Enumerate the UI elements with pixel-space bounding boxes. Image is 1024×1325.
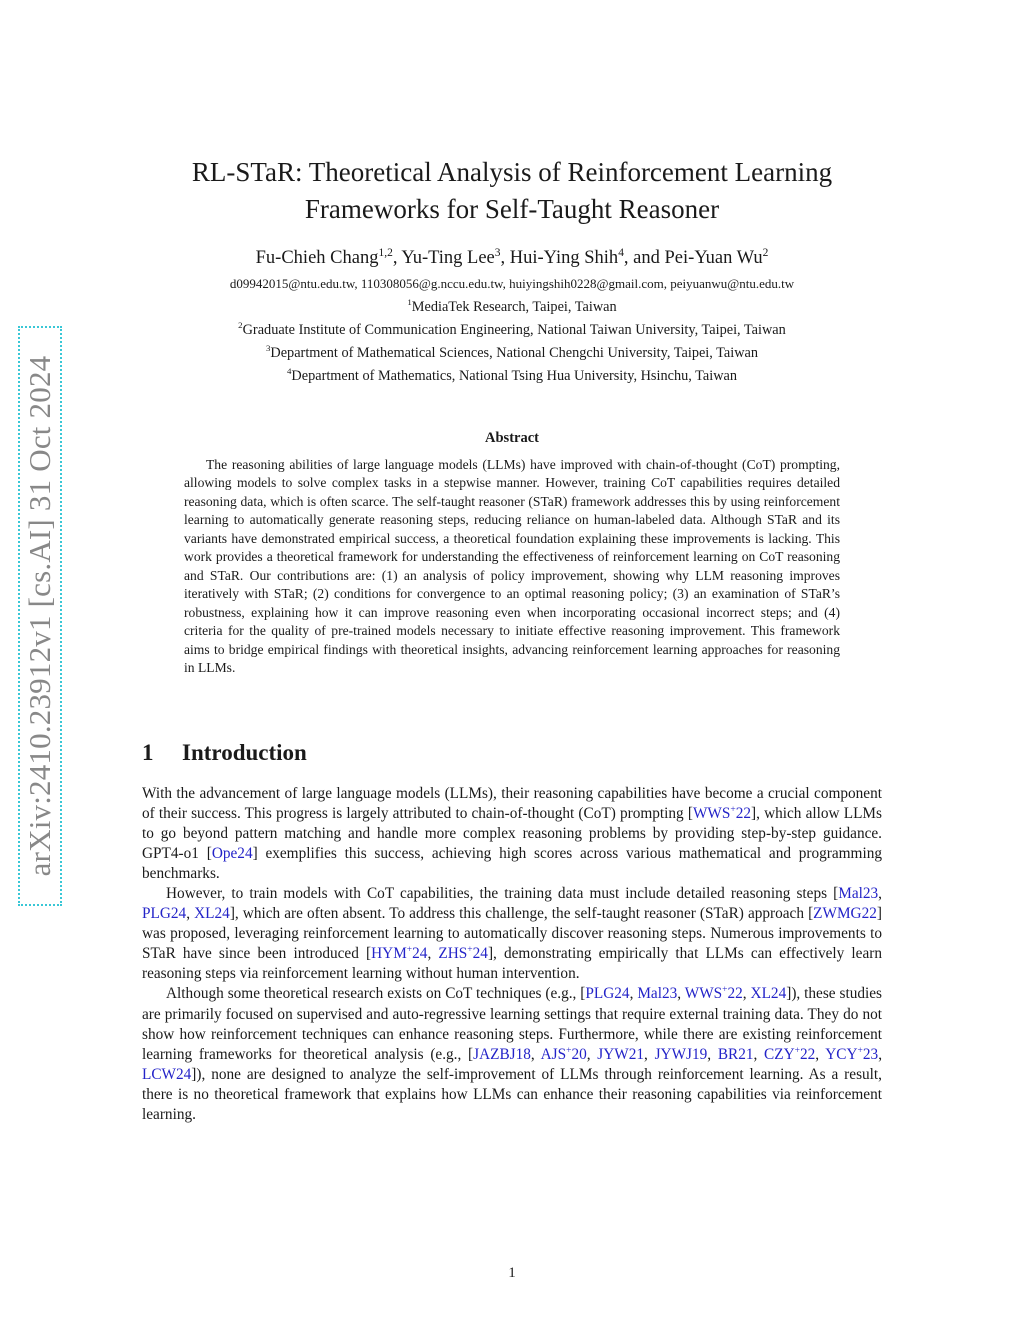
author-name: Fu-Chieh Chang	[255, 248, 379, 268]
citation-link[interactable]: YCY	[825, 1045, 858, 1063]
paragraph-text: ]), none are designed to analyze the self-improvement of LLMs through reinforcement learning. As a result, there is no theoretical framework that explains how LLMs can enhance their reasoning capabilities via reinforcement learning.	[142, 1065, 882, 1123]
paragraph-text: ,	[644, 1045, 655, 1063]
citation-link[interactable]: 22	[800, 1045, 816, 1063]
citation-link[interactable]: 22	[735, 805, 751, 823]
paragraph	[142, 884, 882, 984]
paragraph-text: ,	[629, 985, 638, 1003]
author-affiliation-mark: 2	[762, 246, 769, 259]
abstract-heading: Abstract	[485, 430, 539, 446]
title-line-2: Frameworks for Self-Taught Reasoner	[304, 194, 720, 224]
paragraph-text: ], which allow LLMs to go beyond pattern matching and handle more complex reasoning problems by providing step-by-step guidance. GPT4-o1	[142, 805, 882, 863]
citation-link[interactable]: +	[730, 804, 736, 815]
paragraph-text: ]), these studies are primarily focused on supervised and auto-regressive learning settings that require external training data. They do not show how reinforcement techniques can enhance reasoning steps. Furthermore, while there are existing reinforcement learning frameworks for theoretical analysis (e.g., [	[142, 985, 882, 1063]
author-affiliation-mark: 4	[618, 246, 624, 259]
paper-title	[140, 154, 884, 228]
author-emails: d09942015@ntu.edu.tw, 110308056@g.nccu.edu.tw, huiyingshih0228@gmail.com, peiyuanwu@ntu.edu.tw	[229, 276, 795, 291]
paragraph-text: ,	[677, 985, 685, 1003]
author-affiliation-mark: 1,2	[378, 246, 393, 259]
affiliation-3: $^3$Department of Mathematical Sciences, National Chengchi University, Taipei, Taiwan	[265, 343, 759, 361]
paragraph-text: ,	[186, 905, 195, 923]
paragraph-text: ] was proposed, leveraging reinforcement learning to automatically discover reasoning steps. Numerous improvements to STaR have since been introduced [	[142, 905, 883, 963]
citation-link[interactable]: +	[794, 1045, 800, 1056]
author-name: Hui-Ying Shih	[509, 248, 619, 268]
section-number: 1	[142, 740, 154, 765]
paragraph-text: ,	[815, 1045, 826, 1063]
paragraph	[142, 784, 882, 884]
section-heading	[142, 740, 307, 766]
citation-link[interactable]: Ope24	[211, 845, 253, 863]
citation-link[interactable]: ZHS	[438, 945, 468, 963]
introduction-body	[142, 784, 882, 1125]
author-separator: ,	[392, 248, 402, 268]
citation-link[interactable]: +	[566, 1045, 572, 1056]
citation-link[interactable]: BR21	[717, 1045, 754, 1063]
paragraph-text: ,	[878, 1045, 883, 1063]
citation-link[interactable]: JYWJ19	[654, 1045, 708, 1063]
citation-link[interactable]: PLG24	[585, 985, 630, 1003]
title-line-1: RL-STaR: Theoretical Analysis of Reinforcement Learning	[191, 157, 833, 187]
citation-link[interactable]: PLG24	[142, 905, 187, 923]
affiliation-4: $^4$Department of Mathematics, National Tsing Hua University, Hsinchu, Taiwan	[286, 366, 738, 384]
paragraph-text: [	[687, 805, 693, 823]
citation-link[interactable]: JYW21	[597, 1045, 645, 1063]
page-number: 1	[508, 1265, 516, 1281]
abstract-text: The reasoning abilities of large language models (LLMs) have improved with chain-of-thought (CoT) prompting, allowing models to solve complex tasks in a stepwise manner. However, training CoT capabilities requires detailed reasoning data, which is often scarce. The self-taught reasoner (STaR) framework addresses this by using reinforcement learning to automatically generate reasoning steps, reducing reliance on human-labeled data. Although STaR and its variants have demonstrated empirical success, a theoretical foundation explaining these improvements is lacking. This work provides a theoretical framework for understanding the effectiveness of reinforcement learning on CoT reasoning and STaR. Our contributions are: (1) an analysis of policy improvement, showing why LLM reasoning improves iteratively with STaR; (2) conditions for convergence to an optimal reasoning policy; (3) an examination of STaR’s robustness, explaining how it can improve reasoning even when incorporating occasional incorrect steps; and (4) criteria for the quality of pre-trained models necessary to initiate effective reasoning improvement. This framework aims to bridge empirical findings with theoretical insights, advancing reinforcement learning approaches for reasoning in LLMs.	[184, 457, 840, 675]
citation-link[interactable]: 22	[727, 985, 743, 1003]
citation-link[interactable]: AJS	[540, 1045, 567, 1063]
citation-link[interactable]: +	[406, 945, 413, 956]
paragraph-text: Although some theoretical research exists on CoT techniques (e.g., [	[166, 985, 586, 1003]
author-name: Pei-Yuan Wu	[664, 248, 763, 268]
citation-link[interactable]: 24	[472, 945, 488, 963]
citation-link[interactable]: XL24	[194, 905, 230, 923]
citation-link[interactable]: WWS	[684, 985, 723, 1003]
citation-link[interactable]: 24	[412, 945, 428, 963]
citation-link[interactable]: CZY	[764, 1045, 795, 1063]
affiliation-2: $^2$Graduate Institute of Communication Engineering, National Taiwan University, Taipei, Taiwan	[238, 320, 786, 338]
citation-link[interactable]: WWS	[692, 805, 731, 823]
paragraph-text: ] exemplifies this success, achieving high scores across various mathematical and programming benchmarks.	[142, 845, 883, 883]
paragraph-text: However, to train models with CoT capabilities, the training data must include detailed reasoning steps [	[166, 885, 839, 903]
paragraph-text: ,	[878, 885, 882, 903]
citation-link[interactable]: LCW24	[142, 1065, 192, 1083]
paragraph-text: ,	[753, 1045, 765, 1063]
citation-link[interactable]: HYM	[371, 945, 407, 963]
arxiv-stamp	[18, 326, 62, 906]
citation-link[interactable]: +	[857, 1045, 863, 1056]
paragraph-text: ,	[742, 985, 751, 1003]
author-list	[140, 248, 884, 269]
paragraph	[142, 984, 882, 1124]
citation-link[interactable]: ZWMG22	[813, 905, 877, 923]
paragraph-text: ], demonstrating empirically that LLMs can effectively learn reasoning steps via reinforcement learning without human intervention.	[142, 945, 882, 983]
paragraph-text: ,	[586, 1045, 598, 1063]
section-title: Introduction	[182, 740, 307, 765]
paragraph-text: With the advancement of large language models (LLMs), their reasoning capabilities have become a crucial component of their success. This progress is largely attributed to chain-of-thought (CoT) prompting	[142, 785, 882, 823]
citation-link[interactable]: +	[467, 945, 473, 956]
arxiv-identifier: arXiv:2410.23912v1 [cs.AI] 31 Oct 2024	[22, 355, 57, 877]
paragraph-text: ,	[707, 1045, 718, 1063]
author-affiliation-mark: 3	[494, 246, 501, 259]
citation-link[interactable]: XL24	[750, 985, 787, 1003]
citation-link[interactable]: 20	[571, 1045, 587, 1063]
citation-link[interactable]: JAZBJ18	[473, 1045, 531, 1063]
author-separator: , and	[623, 248, 665, 268]
affiliation-1: $^1$MediaTek Research, Taipei, Taiwan	[407, 297, 617, 315]
paragraph-text: ,	[427, 945, 439, 963]
paragraph-text: ], which are often absent. To address this challenge, the self-taught reasoner (STaR) approach [	[229, 905, 814, 923]
citation-link[interactable]: 23	[862, 1045, 879, 1063]
paragraph-text: ,	[530, 1045, 541, 1063]
citation-link[interactable]: Mal23	[637, 985, 678, 1003]
paragraph-text: [	[206, 845, 212, 863]
author-separator: ,	[500, 248, 510, 268]
citation-link[interactable]: +	[722, 985, 728, 996]
citation-link[interactable]: Mal23	[838, 885, 879, 903]
author-name: Yu-Ting Lee	[401, 248, 495, 268]
